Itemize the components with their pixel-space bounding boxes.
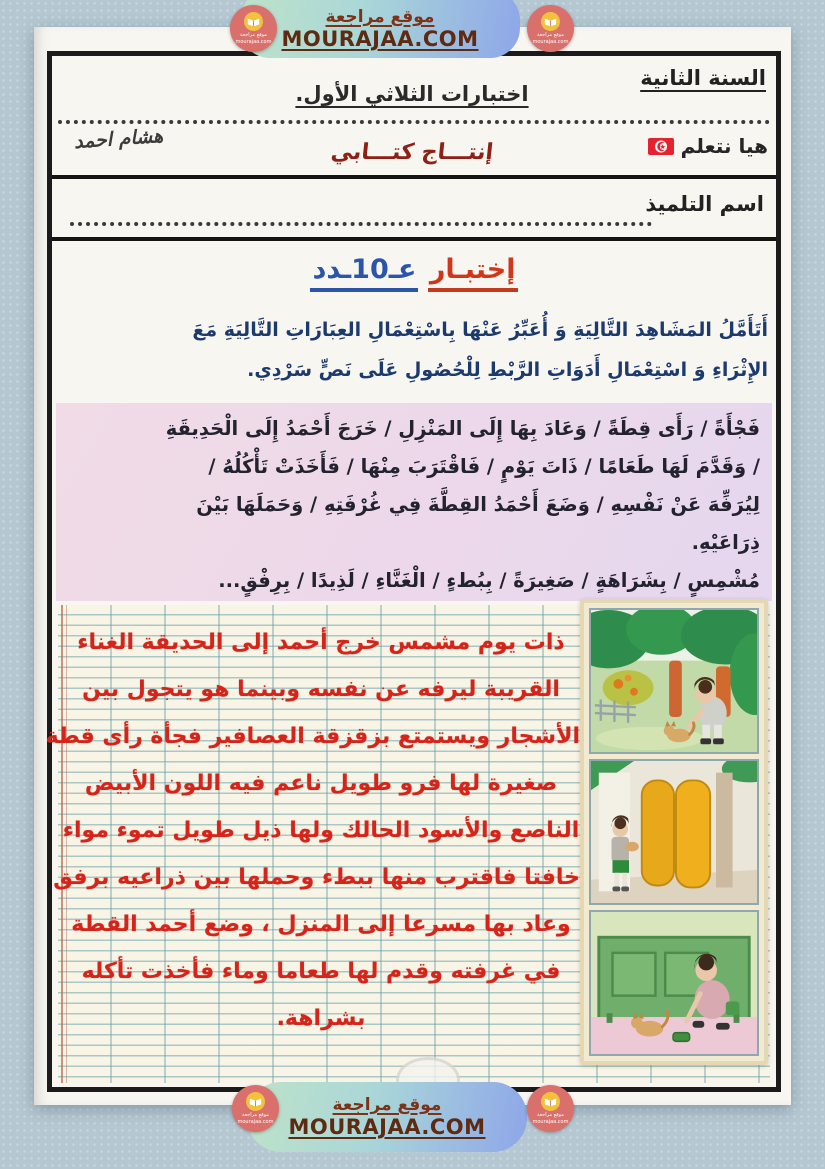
logo-caption-ar: موقع مراجعة — [242, 1112, 269, 1118]
exam-session-title: اختبارات الثلاثي الأول. — [295, 82, 529, 106]
essay-line: صغيرة لها فرو طويل ناعم فيه اللون الأبيض — [84, 771, 558, 796]
student-name-field[interactable] — [70, 222, 652, 226]
banner-site-name[interactable]: موقع مراجعة — [332, 1095, 442, 1115]
logo-caption-en: mourajaa.com — [237, 1119, 274, 1125]
phrase-line: / وَقَدَّمَ لَهَا طَعَامًا / ذَاتَ يَوْمٍ / فَاقْتَرَبَ مِنْهَا / فَأَخَذَتْ تَأْكُلُهُ / — [208, 455, 760, 478]
comic-panel-garden-icon — [589, 608, 759, 754]
phrase-line: لِيُرَفِّهَ عَنْ نَفْسِهِ / وَضَعَ أَحْمَدُ القِطَّةَ فِي غُرْفَتِهِ / وَحَمَلَهَا بَيْنَ — [196, 493, 760, 516]
comic-panel-feeding-icon — [589, 910, 759, 1056]
essay-line: الناصع والأسود الحالك ولها ذيل طويل تموء مواء — [62, 818, 580, 843]
site-logo-badge[interactable] — [527, 5, 574, 52]
dotted-separator — [58, 120, 770, 124]
slogan — [648, 134, 768, 158]
open-book-icon — [244, 12, 263, 31]
comic-panel-door-icon — [589, 759, 759, 905]
grade-label: السنة الثانية — [640, 66, 766, 90]
top-banner — [240, 0, 520, 58]
site-logo-badge[interactable] — [230, 5, 277, 52]
site-logo-badge[interactable] — [527, 1085, 574, 1132]
subject-title: إنتـــاج كتـــابي — [329, 140, 495, 165]
bottom-banner — [247, 1082, 527, 1152]
divider-line — [52, 175, 776, 179]
comic-strip — [580, 599, 768, 1065]
logo-caption-ar: موقع مراجعة — [537, 32, 564, 38]
site-logo-badge[interactable] — [232, 1085, 279, 1132]
open-book-icon — [246, 1092, 265, 1111]
open-book-icon — [541, 1092, 560, 1111]
instructions — [60, 310, 768, 390]
instruction-line: الإِثْرَاءِ وَ اسْتِعْمَالِ أَدَوَاتِ الرَّبْطِ لِلْحُصُولِ عَلَى نَصٍّ سَرْدِي. — [247, 359, 768, 381]
teacher-signature: هشام احمد — [73, 124, 164, 154]
test-title-word: إختبـار — [428, 254, 518, 292]
open-book-icon — [541, 12, 560, 31]
divider-line — [52, 237, 776, 241]
logo-caption-en: mourajaa.com — [235, 39, 272, 45]
logo-caption-en: mourajaa.com — [532, 39, 569, 45]
instruction-line: أَتَأَمَّلُ المَشَاهِدَ التَّالِيَةِ وَ أُعَبِّرُ عَنْهَا بِاسْتِعْمَالِ العِبَارَاتِ التَّالِيَةِ مَعَ — [192, 319, 768, 341]
essay-line: في غرفته وقدم لها طعاما وماء فأخذت تأكله — [81, 959, 561, 984]
slogan-label: هيا نتعلم — [680, 134, 768, 158]
essay-line: الأشجار ويستمتع بزقزقة العصافير فجأة رأى قطة — [45, 724, 580, 749]
tunisia-flag-icon — [648, 138, 674, 155]
banner-site-url[interactable]: MOURAJAA.COM — [288, 1115, 486, 1139]
banner-site-name[interactable]: موقع مراجعة — [325, 7, 435, 27]
essay-line: القريبة ليرفه عن نفسه وبينما هو يتجول بين — [82, 677, 560, 702]
student-name-label: اسم التلميذ — [645, 192, 764, 216]
document-page — [34, 27, 791, 1105]
essay-line: ذات يوم مشمس خرج أحمد إلى الحديقة الغناء — [77, 630, 565, 655]
phrase-line: ذِرَاعَيْهِ. — [691, 531, 760, 554]
logo-caption-ar: موقع مراجعة — [240, 32, 267, 38]
essay-line: بشراهة. — [276, 1006, 366, 1031]
copybook-paper — [45, 605, 770, 1083]
banner-site-url[interactable]: MOURAJAA.COM — [281, 27, 479, 51]
document-border-frame — [47, 51, 781, 1092]
handwritten-essay — [45, 619, 580, 1042]
logo-caption-ar: موقع مراجعة — [537, 1112, 564, 1118]
phrase-line: مُشْمِسٍ / بِشَرَاهَةٍ / صَغِيرَةً / بِبُطءٍ / الْغَنَّاءِ / لَذِيدًا / بِرِفْقٍ... — [218, 569, 760, 592]
phrases-block — [56, 403, 772, 601]
phrase-line: فَجْأَةً / رَأَى قِطَةً / وَعَادَ بِهَا إِلَى المَنْزِلِ / خَرَجَ أَحْمَدُ إِلَى الْحَدِيقَةِ — [165, 417, 760, 440]
essay-line: وعاد بها مسرعا إلى المنزل ، وضع أحمد القطة — [71, 912, 571, 937]
logo-caption-en: mourajaa.com — [532, 1119, 569, 1125]
test-title — [52, 254, 776, 285]
essay-line: خافتا فاقترب منها ببطء وحملها بين ذراعيه برفق — [53, 865, 580, 890]
test-title-score: عـ10ـدد — [310, 254, 418, 292]
